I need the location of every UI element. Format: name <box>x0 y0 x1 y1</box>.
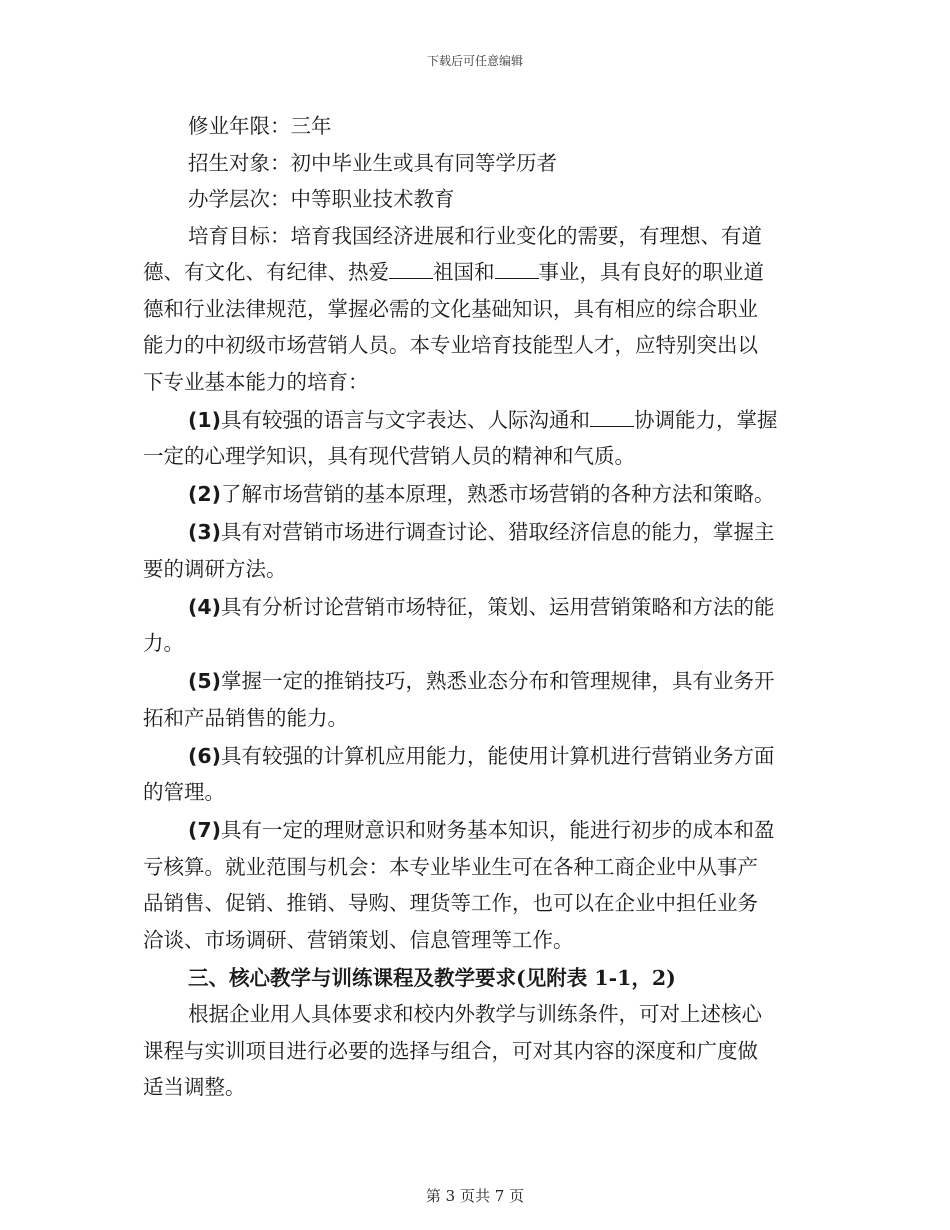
ability-item-5 <box>143 663 808 736</box>
page-header: 下载后可任意编辑 <box>426 54 523 68</box>
paragraph-line: 品销售、促销、推销、导购、理货等工作，也可以在企业中担任业务 <box>143 891 758 915</box>
field-label: 招生对象： <box>188 150 291 175</box>
text-run: 祖国和 <box>433 260 495 284</box>
field-value: 三年 <box>290 114 332 138</box>
text-run: 协调能力，掌握 <box>634 407 778 432</box>
text-run: 具有分析讨论营销市场特征，策划、运用营销策略和方法的能 <box>221 594 775 619</box>
ability-item-6 <box>143 738 808 811</box>
field-enrollment <box>143 145 808 182</box>
paragraph-line <box>143 738 808 775</box>
paragraph-line <box>143 402 808 439</box>
paragraph-line <box>143 514 808 551</box>
text-run: 具有较强的计算机应用能力，能使用计算机进行营销业务方面 <box>221 743 775 768</box>
ability-item-7 <box>143 812 808 958</box>
paragraph-line: 德和行业法律规范，掌握必需的文化基础知识，具有相应的综合职业 <box>143 296 758 321</box>
training-goal-paragraph <box>143 218 808 401</box>
section-heading: 三、核心教学与训练课程及教学要求(见附表 1-1，2) <box>188 965 676 990</box>
paragraph-line: 力。 <box>143 631 184 655</box>
item-number: (1) <box>188 407 222 432</box>
field-value: 初中毕业生或具有同等学历者 <box>290 150 557 175</box>
paragraph-line <box>143 663 808 700</box>
text-run: 了解市场营销的基本原理，熟悉市场营销的各种方法和策略。 <box>221 482 775 506</box>
text-run: 德、有文化、有纪律、热爱 <box>143 260 389 284</box>
item-number: (7) <box>188 818 222 842</box>
text-run: 事业，具有良好的职业道 <box>538 260 764 284</box>
item-number: (6) <box>188 743 222 768</box>
text-run: 具有对营销市场进行调查讨论、猎取经济信息的能力，掌握主 <box>221 520 775 544</box>
paragraph-line: 根据企业用人具体要求和校内外教学与训练条件，可对上述核心 <box>188 1002 762 1026</box>
fill-blank <box>590 410 634 427</box>
field-label: 办学层次： <box>188 187 291 211</box>
paragraph-line <box>143 476 808 513</box>
paragraph-line: 下专业基本能力的培育： <box>143 369 369 394</box>
ability-item-3 <box>143 514 808 587</box>
closing-paragraph <box>143 996 808 1106</box>
field-duration <box>143 108 808 145</box>
paragraph-line: 课程与实训项目进行必要的选择与组合，可对其内容的深度和广度做 <box>143 1038 758 1063</box>
page-footer: 第 3 页共 7 页 <box>425 1187 525 1205</box>
fill-blank <box>495 262 539 279</box>
paragraph-line: 要的调研方法。 <box>143 556 287 581</box>
fill-blank <box>389 262 433 279</box>
paragraph-line: 亏核算。就业范围与机会：本专业毕业生可在各种工商企业中从事产 <box>143 854 758 879</box>
field-value: 中等职业技术教育 <box>290 187 455 211</box>
paragraph-line: 的管理。 <box>143 780 225 804</box>
document-body <box>143 108 808 1106</box>
paragraph-line: 拓和产品销售的能力。 <box>143 705 348 730</box>
paragraph-line <box>143 812 808 849</box>
text-run: 具有一定的理财意识和财务基本知识，能进行初步的成本和盈 <box>221 818 775 842</box>
paragraph-line: 能力的中初级市场营销人员。本专业培育技能型人才，应特别突出以 <box>143 333 758 357</box>
ability-item-2 <box>143 476 808 513</box>
item-number: (5) <box>188 669 222 693</box>
paragraph-line: 一定的心理学知识，具有现代营销人员的精神和气质。 <box>143 444 635 468</box>
ability-item-4 <box>143 589 808 662</box>
text-run: 掌握一定的推销技巧，熟悉业态分布和管理规律，具有业务开 <box>221 669 775 693</box>
paragraph-line: 培育目标：培育我国经济进展和行业变化的需要，有理想、有道 <box>188 223 762 248</box>
ability-item-1 <box>143 402 808 475</box>
item-number: (3) <box>188 520 222 544</box>
field-label: 修业年限： <box>188 114 291 138</box>
item-number: (2) <box>188 482 222 506</box>
paragraph-line <box>143 254 808 291</box>
item-number: (4) <box>188 594 222 619</box>
paragraph-line: 洽谈、市场调研、营销策划、信息管理等工作。 <box>143 927 574 952</box>
field-level <box>143 181 808 218</box>
text-run: 具有较强的语言与文字表达、人际沟通和 <box>221 407 591 432</box>
paragraph-line: 适当调整。 <box>143 1075 246 1099</box>
paragraph-line <box>143 589 808 626</box>
